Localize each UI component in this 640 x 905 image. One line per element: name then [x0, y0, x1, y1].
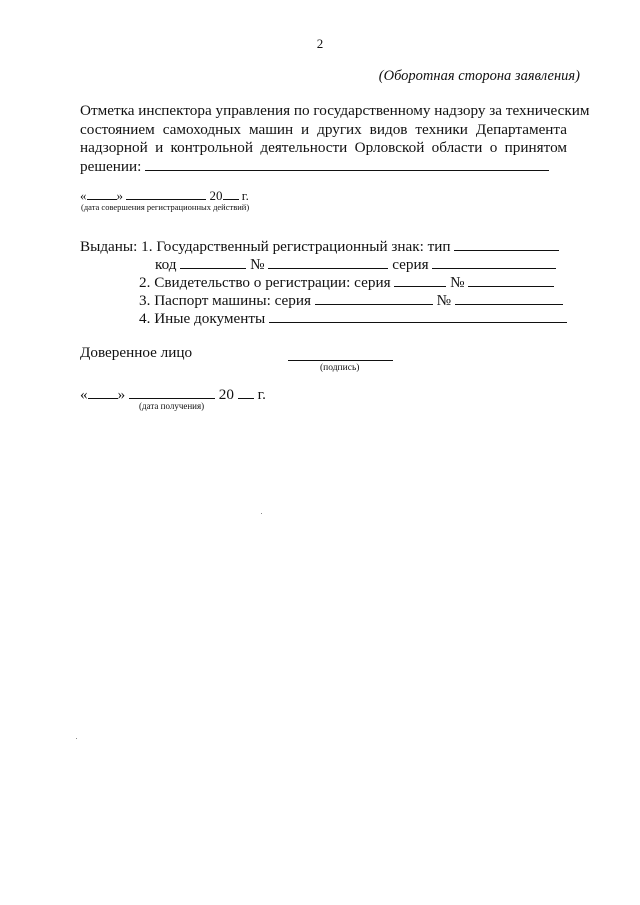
close-quote: » [116, 188, 123, 203]
series-label: серия [392, 256, 429, 273]
code-label: код [155, 256, 177, 273]
issued-row-3 [139, 292, 563, 310]
issued-item2-label: 2. Свидетельство о регистрации: серия [139, 274, 391, 291]
code-field[interactable] [180, 257, 246, 269]
plate-type-field[interactable] [454, 239, 559, 251]
issued-item1-label: 1. Государственный регистрационный знак: тип [141, 238, 451, 255]
registration-date-caption: (дата совершения регистрационных действий) [81, 202, 250, 212]
number-sign: № [250, 256, 265, 273]
inspector-mark-line: состоянием самоходных машин и других видов техники Департамента [80, 120, 567, 138]
issued-row-4 [139, 310, 567, 328]
issued-row-1 [80, 238, 559, 256]
number-sign: № [436, 292, 452, 309]
issued-row-1b [155, 256, 556, 274]
open-quote: « [80, 188, 87, 203]
scan-speck [261, 513, 262, 514]
signature-field[interactable] [288, 349, 393, 361]
trustee-label: Доверенное лицо [80, 344, 193, 361]
issued-item4-label: 4. Иные документы [139, 310, 266, 327]
plate-number-field[interactable] [268, 257, 388, 269]
receipt-year-field[interactable] [238, 387, 254, 399]
issued-label: Выданы: [80, 238, 138, 255]
issued-row-2 [139, 274, 554, 292]
year-suffix: г. [241, 188, 249, 203]
passport-number-field[interactable] [455, 293, 563, 305]
signature-caption: (подпись) [320, 363, 360, 373]
page-number: 2 [316, 36, 324, 51]
year-prefix: 20 [209, 188, 223, 203]
inspector-mark-paragraph [80, 102, 590, 176]
reg-year-field[interactable] [223, 191, 239, 200]
close-quote: » [117, 386, 126, 403]
reverse-side-note: (Оборотная сторона заявления) [378, 68, 580, 84]
receipt-date-caption: (дата получения) [139, 401, 205, 411]
certificate-number-field[interactable] [468, 275, 554, 287]
receipt-month-field[interactable] [129, 387, 215, 399]
open-quote: « [80, 386, 88, 403]
inspector-mark-line: Отметка инспектора управления по государственному надзору за техническим [80, 102, 590, 119]
issued-item3-label: 3. Паспорт машины: серия [139, 292, 311, 309]
plate-series-field[interactable] [432, 257, 556, 269]
year-suffix: г. [257, 386, 266, 403]
number-sign: № [450, 274, 465, 291]
certificate-series-field[interactable] [394, 275, 446, 287]
decision-field[interactable] [145, 159, 549, 171]
passport-series-field[interactable] [315, 293, 433, 305]
decision-label: решении: [80, 157, 142, 175]
inspector-mark-line: надзорной и контрольной деятельности Орловской области о принятом [80, 139, 567, 157]
scan-speck [76, 738, 77, 739]
other-documents-field[interactable] [269, 311, 567, 323]
year-prefix: 20 [218, 386, 234, 403]
receipt-day-field[interactable] [88, 387, 118, 399]
reg-day-field[interactable] [87, 191, 117, 200]
reg-month-field[interactable] [126, 191, 206, 200]
inspector-mark-line-4 [80, 158, 567, 177]
